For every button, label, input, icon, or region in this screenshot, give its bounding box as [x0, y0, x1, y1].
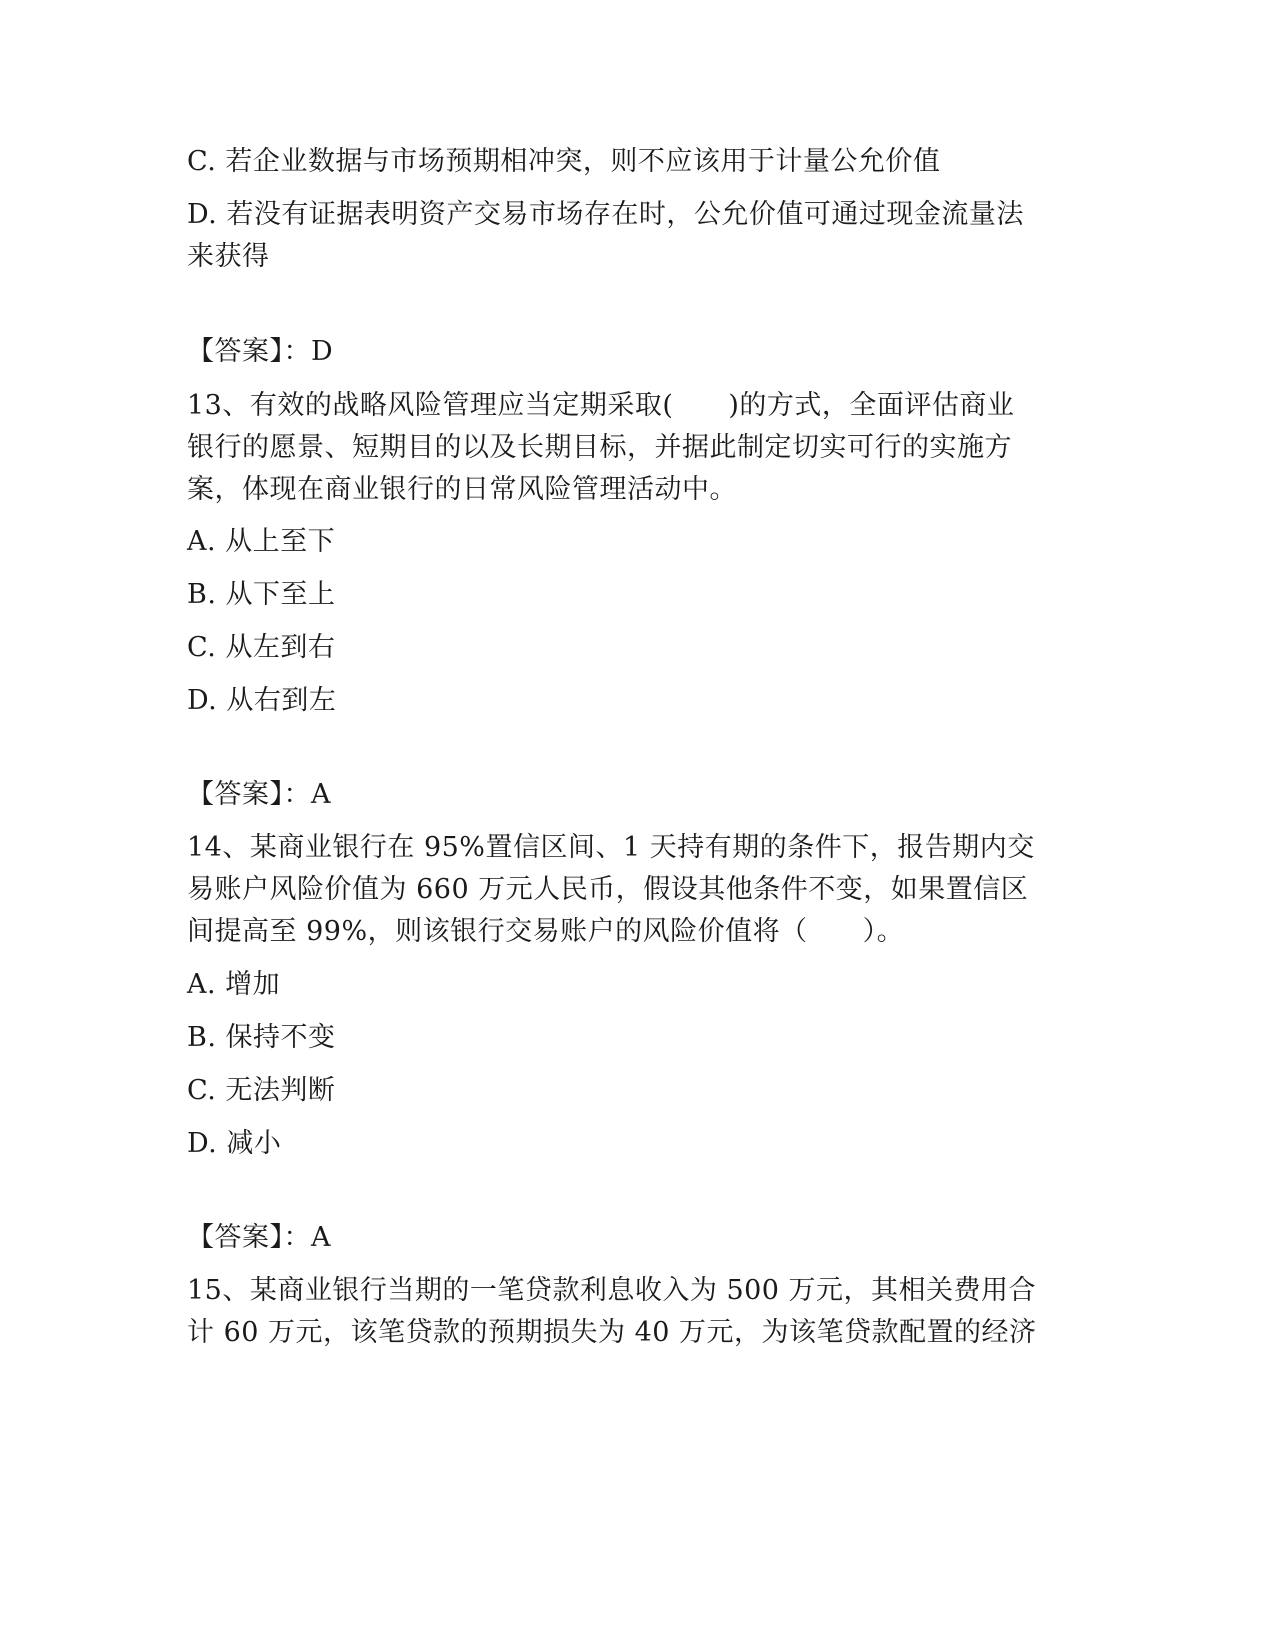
- q13-answer: 【答案】：A: [187, 779, 331, 810]
- q12-option-d-line2: 来获得: [187, 241, 270, 272]
- q12-option-d-line1: D. 若没有证据表明资产交易市场存在时，公允价值可通过现金流量法: [187, 199, 1024, 230]
- q13-stem-line3: 案，体现在商业银行的日常风险管理活动中。: [187, 474, 737, 505]
- q13-option-d: D. 从右到左: [187, 685, 337, 716]
- q14-stem-line1: 14、某商业银行在 95%置信区间、1 天持有期的条件下，报告期内交: [187, 832, 1035, 863]
- q14-option-a: A. 增加: [187, 969, 281, 1000]
- q13-stem-line2: 银行的愿景、短期目的以及长期目标，并据此制定切实可行的实施方: [187, 432, 1012, 463]
- q14-answer: 【答案】：A: [187, 1222, 331, 1253]
- q12-option-c: C. 若企业数据与市场预期相冲突，则不应该用于计量公允价值: [187, 146, 941, 177]
- q14-stem-line2: 易账户风险价值为 660 万元人民币，假设其他条件不变，如果置信区: [187, 874, 1029, 905]
- q14-option-b: B. 保持不变: [187, 1022, 336, 1053]
- q13-stem-line1: 13、有效的战略风险管理应当定期采取( )的方式，全面评估商业: [187, 390, 1015, 421]
- q13-option-b: B. 从下至上: [187, 579, 336, 610]
- q13-option-c: C. 从左到右: [187, 632, 336, 663]
- q15-stem-line2: 计 60 万元，该笔贷款的预期损失为 40 万元，为该笔贷款配置的经济: [187, 1317, 1037, 1348]
- q14-stem-line3: 间提高至 99%，则该银行交易账户的风险价值将（ ）。: [187, 916, 905, 947]
- q14-option-d: D. 减小: [187, 1128, 282, 1159]
- q14-option-c: C. 无法判断: [187, 1075, 336, 1106]
- q13-option-a: A. 从上至下: [187, 526, 336, 557]
- q15-stem-line1: 15、某商业银行当期的一笔贷款利息收入为 500 万元，其相关费用合: [187, 1275, 1037, 1306]
- q12-answer: 【答案】：D: [187, 336, 334, 367]
